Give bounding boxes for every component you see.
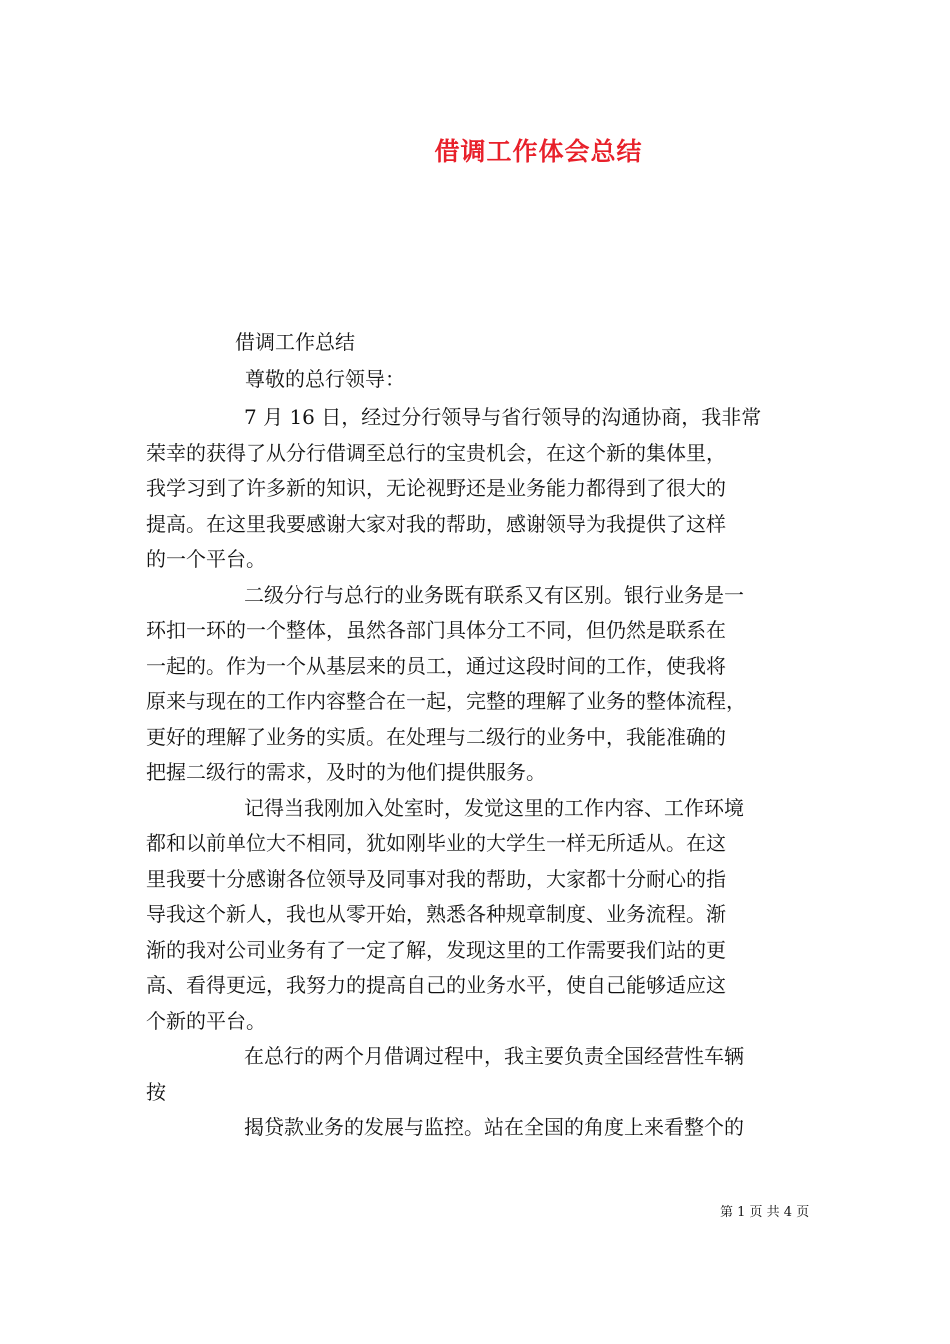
paragraph-line: 个新的平台。 xyxy=(146,1008,266,1033)
document-title: 借调工作体会总结 xyxy=(434,137,643,166)
page-footer: 第 1 页 共 4 页 xyxy=(720,1205,810,1220)
paragraph-line: 一起的。作为一个从基层来的员工，通过这段时间的工作，使我将 xyxy=(146,653,726,678)
paragraph-line: 把握二级行的需求，及时的为他们提供服务。 xyxy=(146,760,546,784)
paragraph-2 xyxy=(146,578,806,791)
paragraph-line: 的一个平台。 xyxy=(146,547,266,571)
paragraph-line: 原来与现在的工作内容整合在一起，完整的理解了业务的整体流程， xyxy=(146,689,746,713)
paragraph-line: 更好的理解了业务的实质。在处理与二级行的业务中，我能准确的 xyxy=(146,724,726,749)
document-body xyxy=(146,400,806,1146)
paragraph-line: 在总行的两个月借调过程中，我主要负责全国经营性车辆 xyxy=(244,1044,744,1068)
paragraph-line: 记得当我刚加入处室时，发觉这里的工作内容、工作环境 xyxy=(244,795,744,820)
paragraph-line: 都和以前单位大不相同，犹如刚毕业的大学生一样无所适从。在这 xyxy=(146,831,726,855)
paragraph-line: 按 xyxy=(146,1079,166,1104)
paragraph-line: 里我要十分感谢各位领导及同事对我的帮助，大家都十分耐心的指 xyxy=(146,866,726,891)
paragraph-3 xyxy=(146,791,806,1040)
paragraph-line: 我学习到了许多新的知识，无论视野还是业务能力都得到了很大的 xyxy=(146,476,726,500)
paragraph-line: 揭贷款业务的发展与监控。站在全国的角度上来看整个的 xyxy=(244,1115,744,1139)
paragraph-line: 高、看得更远，我努力的提高自己的业务水平，使自己能够适应这 xyxy=(146,973,726,997)
paragraph-line: 提高。在这里我要感谢大家对我的帮助，感谢领导为我提供了这样 xyxy=(146,511,726,536)
paragraph-4 xyxy=(146,1039,806,1110)
paragraph-5 xyxy=(146,1110,806,1146)
paragraph-line: 7 月 16 日，经过分行领导与省行领导的沟通协商，我非常 xyxy=(244,405,762,429)
paragraph-line: 荣幸的获得了从分行借调至总行的宝贵机会，在这个新的集体里， xyxy=(146,440,726,465)
document-heading: 借调工作总结 xyxy=(235,330,355,354)
salutation: 尊敬的总行领导： xyxy=(245,367,405,391)
paragraph-line: 环扣一环的一个整体，虽然各部门具体分工不同，但仍然是联系在 xyxy=(146,618,726,642)
paragraph-line: 导我这个新人，我也从零开始，熟悉各种规章制度、业务流程。渐 xyxy=(146,902,726,926)
paragraph-line: 二级分行与总行的业务既有联系又有区别。银行业务是一 xyxy=(244,582,744,607)
paragraph-1 xyxy=(146,400,806,578)
paragraph-line: 渐的我对公司业务有了一定了解，发现这里的工作需要我们站的更 xyxy=(146,937,726,962)
